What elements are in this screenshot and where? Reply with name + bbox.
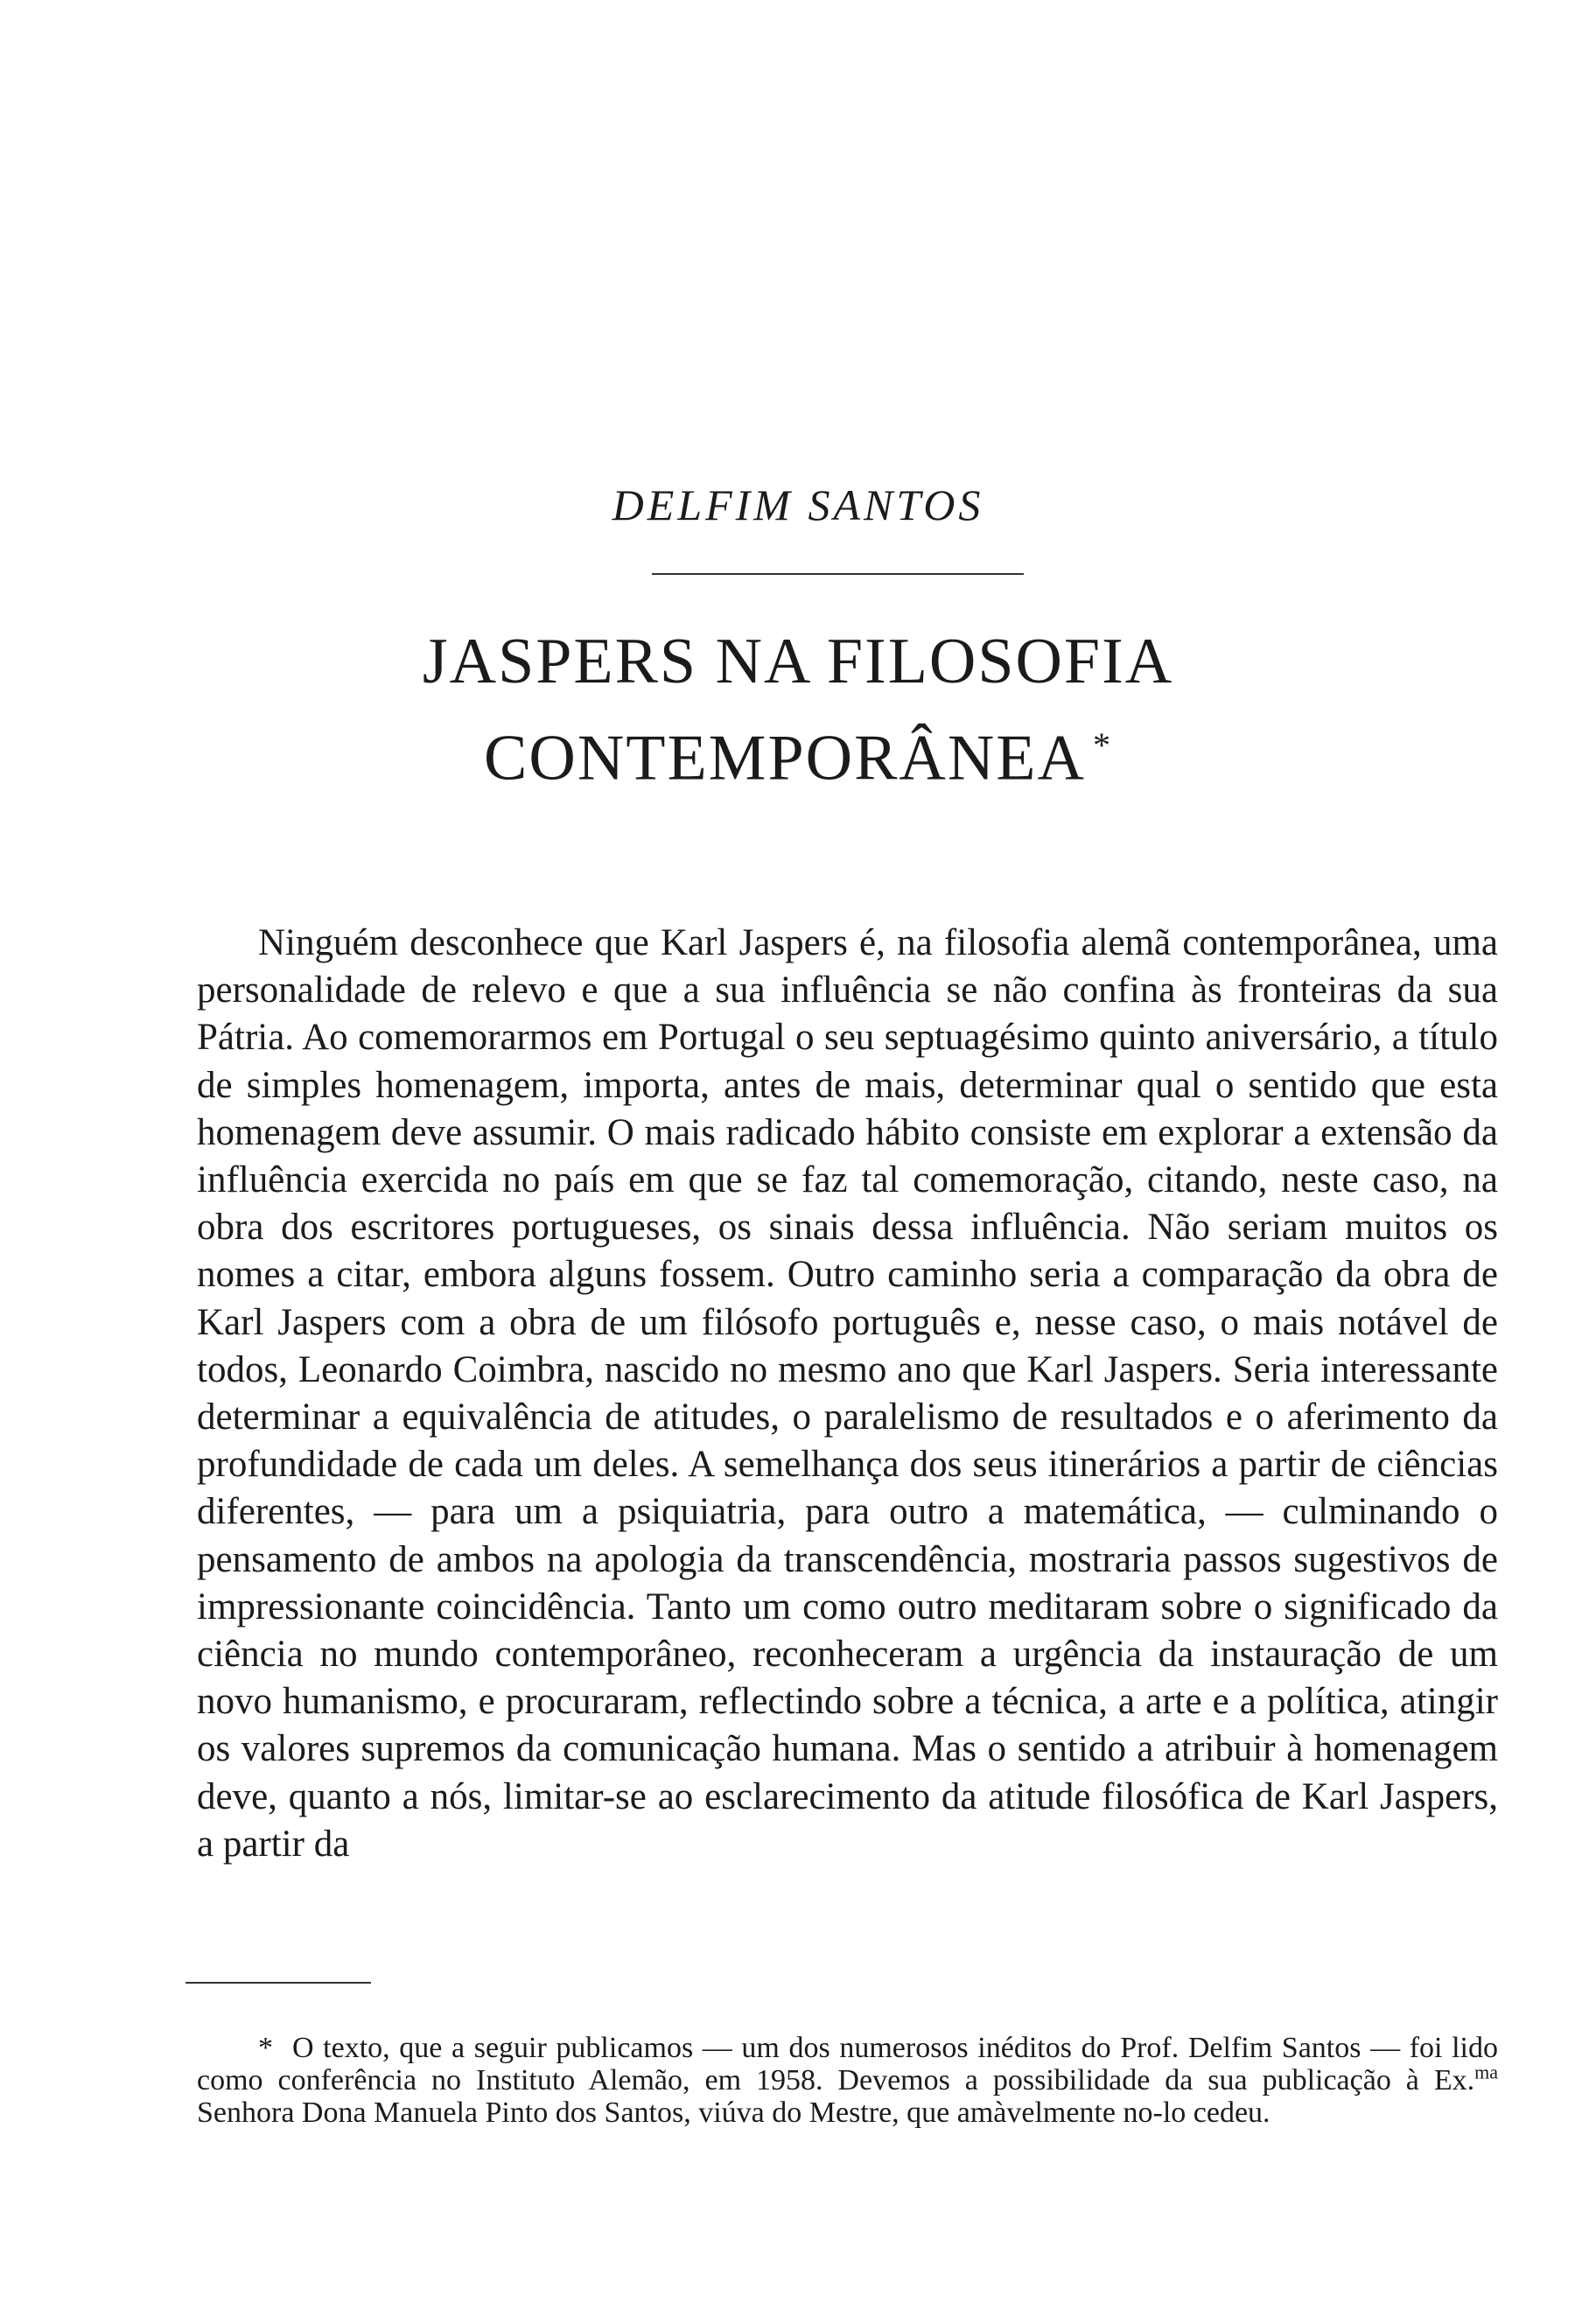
footnote-text-part1: O texto, que a seguir publicamos — um dos numerosos inéditos do Prof. Delfim Santos — foi lido como conferência no Instituto Alemão, em 1958. Devemos a possibilidade da sua publicação à Ex.: [197, 2032, 1498, 2096]
title-line-1: JASPERS NA FILOSOFIA: [422, 626, 1174, 697]
footnote-marker: *: [258, 2032, 273, 2064]
title-line-2-text: CONTEMPORÂNEA: [484, 722, 1086, 794]
title-footnote-marker: *: [1092, 725, 1112, 765]
article-title: [0, 620, 1596, 801]
body-paragraph: Ninguém desconhece que Karl Jaspers é, na filosofia alemã contemporânea, uma personalidade de relevo e que a sua influência se não confina às fronteiras da sua Pátria. Ao comemorarmos em Portugal o seu septuagésimo quinto aniversário, a título de simples homenagem, importa, antes de mais, determinar qual o sentido que esta homenagem deve assumir. O mais radicado hábito consiste em explorar a extensão da influência exercida no país em que se faz tal comemoração, citando, neste caso, na obra dos escritores portugueses, os sinais dessa influência. Não seriam muitos os nomes a citar, embora alguns fossem. Outro caminho seria a comparação da obra de Karl Jaspers com a obra de um filósofo português e, nesse caso, o mais notável de todos, Leonardo Coimbra, nascido no mesmo ano que Karl Jaspers. Seria interessante determinar a equivalência de atitudes, o paralelismo de resultados e o aferimento da profundidade de cada um deles. A semelhança dos seus itinerários a partir de ciências diferentes, — para um a psiquiatria, para outro a matemática, — culminando o pensamento de ambos na apologia da transcendência, mostraria passos sugestivos de impressionante coincidência. Tanto um como outro meditaram sobre o significado da ciência no mundo contemporâneo, reconheceram a urgência da instauração de um novo humanismo, e procuraram, reflectindo sobre a técnica, a arte e a política, atingir os valores supremos da comunicação humana. Mas o sentido a atribuir à homenagem deve, quanto a nós, limitar-se ao esclarecimento da atitude filosófica de Karl Jaspers, a partir da: [197, 922, 1498, 1865]
author-name: DELFIM SANTOS: [612, 480, 984, 529]
footnote-separator-rule: [186, 1982, 371, 1984]
footnote-superscript: ma: [1474, 2061, 1498, 2083]
title-line-2: [0, 704, 1596, 801]
footnote: [197, 2032, 1498, 2129]
footnote-text-part2: Senhora Dona Manuela Pinto dos Santos, viúva do Mestre, que amàvelmente no-lo cedeu.: [197, 2096, 1270, 2129]
title-separator-rule: [652, 573, 1024, 575]
